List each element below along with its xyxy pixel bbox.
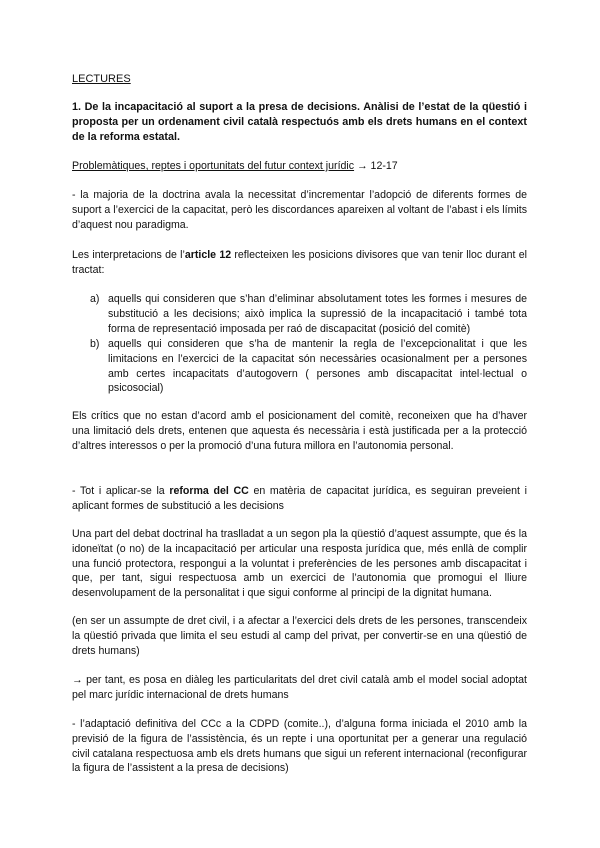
p4-reform-ref: reforma del CC — [169, 485, 249, 497]
paragraph-1: - la majoria de la doctrina avala la necessitat d’incrementar l’adopció de diferents formes de suport a l’exercici de la capacitat, però les discordances apareixen al voltant de l’abast i els límits d’aquest nou paradigma. — [72, 189, 527, 231]
list-item-text: aquells qui consideren que s’ha de mantenir la regla de l’excepcionalitat i que les limitacions en l’exercici de la capacitat són necessàries ocasionalment per a persones amb certes incapacitats d’autogovern ( persones amb discapacitat intel·lectual o psicosocial) — [108, 338, 527, 395]
list-item-label: b) — [90, 338, 100, 350]
p4-text-pre: - Tot i aplicar-se la — [72, 485, 170, 497]
subheading-pages: → 12-17 — [357, 160, 398, 172]
paragraph-4 — [72, 484, 527, 514]
paragraph-7: → per tant, es posa en diàleg les particularitats del dret civil català amb el model social adoptat pel marc jurídic internacional de drets humans — [72, 674, 527, 701]
page-heading: LECTURES — [72, 73, 131, 85]
section-title: 1. De la incapacitació al suport a la presa de decisions. Anàlisi de l’estat de la qüestió i proposta per un ordenament civil català respectuós amb els drets humans en el context de la reforma estatal. — [72, 101, 527, 143]
paragraph-8: - l’adaptació definitiva del CCc a la CDPD (comite..), d’alguna forma iniciada el 2010 amb la previsió de la figura de l’assistència, és un repte i una oportunitat per a generar una regulació civil catalana respectuosa amb els drets humans que sigui un referent internacional (reconfigurar la figura de l’assistent a la presa de decisions) — [72, 718, 527, 775]
list-item-text: aquells qui consideren que s’han d’eliminar absolutament totes les formes i mesures de substitució a les decisions; això implica la supressió de la incapacitació i també tota forma de representació imposada per raó de discapacitat (posició del comitè) — [108, 293, 527, 335]
list-item-label: a) — [90, 293, 100, 305]
subheading — [72, 159, 527, 174]
paragraph-2 — [72, 248, 527, 278]
p4-text-post: en matèria de capacitat jurídica, es seguiran preveient i aplicant formes de substitució a les decisions — [72, 485, 527, 512]
paragraph-6: (en ser un assumpte de dret civil, i a afectar a l’exercici dels drets de les persones, transcendeix la qüestió privada que limita el seu estudi al camp del privat, per convertir-se en una qüestió de drets humans) — [72, 615, 527, 657]
p2-article-ref: article 12 — [184, 249, 232, 261]
subheading-link[interactable]: Problemàtiques, reptes i oportunitats del futur context jurídic — [72, 160, 355, 172]
paragraph-5: Una part del debat doctrinal ha traslladat a un segon pla la qüestió d’aquest assumpte, que és la idoneïtat (o no) de la incapacitació per articular una resposta jurídica que, més enllà de complir una funció protectora, respongui a la voluntat i preferències de les persones amb discapacitat i que, per tant, sigui respectuosa amb un exercici de l’autonomia que promogui el lliure desenvolupament de la personalitat i que sigui conforme al principi de la dignitat humana. — [72, 528, 527, 600]
paragraph-3: Els crítics que no estan d’acord amb el posicionament del comitè, reconeixen que ha d’haver una limitació dels drets, entenen que aquesta és necessària i està justificada per a la protecció d’altres interessos o per la promoció d’una futura millora en l’autonomia personal. — [72, 410, 527, 452]
p2-text-post: reflecteixen les posicions divisores que van tenir lloc durant el tractat: — [72, 249, 527, 276]
p2-text-pre: Les interpretacions de l’ — [72, 249, 185, 261]
